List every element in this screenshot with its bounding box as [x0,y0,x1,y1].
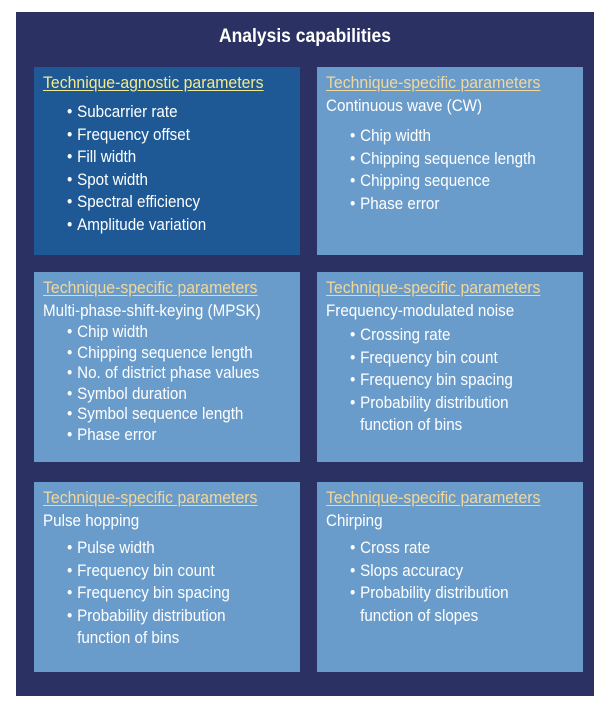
list-item: • Spot width [67,170,149,189]
panel-technique-agnostic [34,67,300,255]
list-item: • Subcarrier rate [67,103,178,121]
panel-subtitle: Continuous wave (CW) [326,97,483,115]
parameter-list [326,537,583,627]
panel-mpsk [34,272,300,462]
diagram-title: Analysis capabilities [219,26,391,47]
panel-frequency-modulated-noise [317,272,583,462]
list-item: • Frequency bin count [67,561,215,580]
parameter-list [43,537,300,650]
panel-continuous-wave [317,67,583,255]
list-item: • Pulse width [67,539,155,557]
panel-subtitle: Frequency-modulated noise [326,302,515,320]
list-item: • Cross rate [350,539,431,557]
list-item: • Frequency offset [67,125,190,144]
list-item: • Chipping sequence length [67,343,253,362]
list-item: • Chipping sequence length [350,149,536,168]
list-item: • Phase error [350,194,440,213]
list-item: • Symbol sequence length [67,405,244,423]
parameter-list [326,324,583,437]
panel-heading: Technique-agnostic parameters [43,73,264,92]
list-item: • No. of district phase values [67,364,260,382]
list-item: • Symbol duration [67,384,187,403]
list-item: • Probability distribution function of slopes [350,584,509,625]
panel-subtitle: Pulse hopping [43,512,140,530]
list-item: • Crossing rate [350,326,451,344]
list-item: • Probability distribution function of bins [67,606,226,647]
parameter-list [326,125,583,215]
list-item: • Fill width [67,148,137,166]
panel-chirping [317,482,583,672]
panel-heading: Technique-specific parameters [326,73,541,92]
list-item: • Probability distribution function of bins [350,393,509,434]
panel-pulse-hopping [34,482,300,672]
list-item: • Chip width [67,323,149,341]
list-item: • Spectral efficiency [67,193,201,211]
list-item: • Slops accuracy [350,561,464,580]
panel-subtitle: Chirping [326,512,383,530]
list-item: • Phase error [67,425,157,444]
list-item: • Frequency bin count [350,348,498,367]
panel-heading: Technique-specific parameters [43,278,258,297]
parameter-list [43,101,300,236]
list-item: • Frequency bin spacing [67,584,230,602]
list-item: • Chip width [350,127,432,145]
panel-heading: Technique-specific parameters [326,488,541,507]
panel-heading: Technique-specific parameters [326,278,541,297]
parameter-list [43,322,300,445]
list-item: • Amplitude variation [67,215,207,234]
analysis-capabilities-diagram [16,12,594,696]
list-item: • Chipping sequence [350,172,491,190]
list-item: • Frequency bin spacing [350,371,513,389]
panel-heading: Technique-specific parameters [43,488,258,507]
panel-subtitle: Multi-phase-shift-keying (MPSK) [43,302,261,320]
